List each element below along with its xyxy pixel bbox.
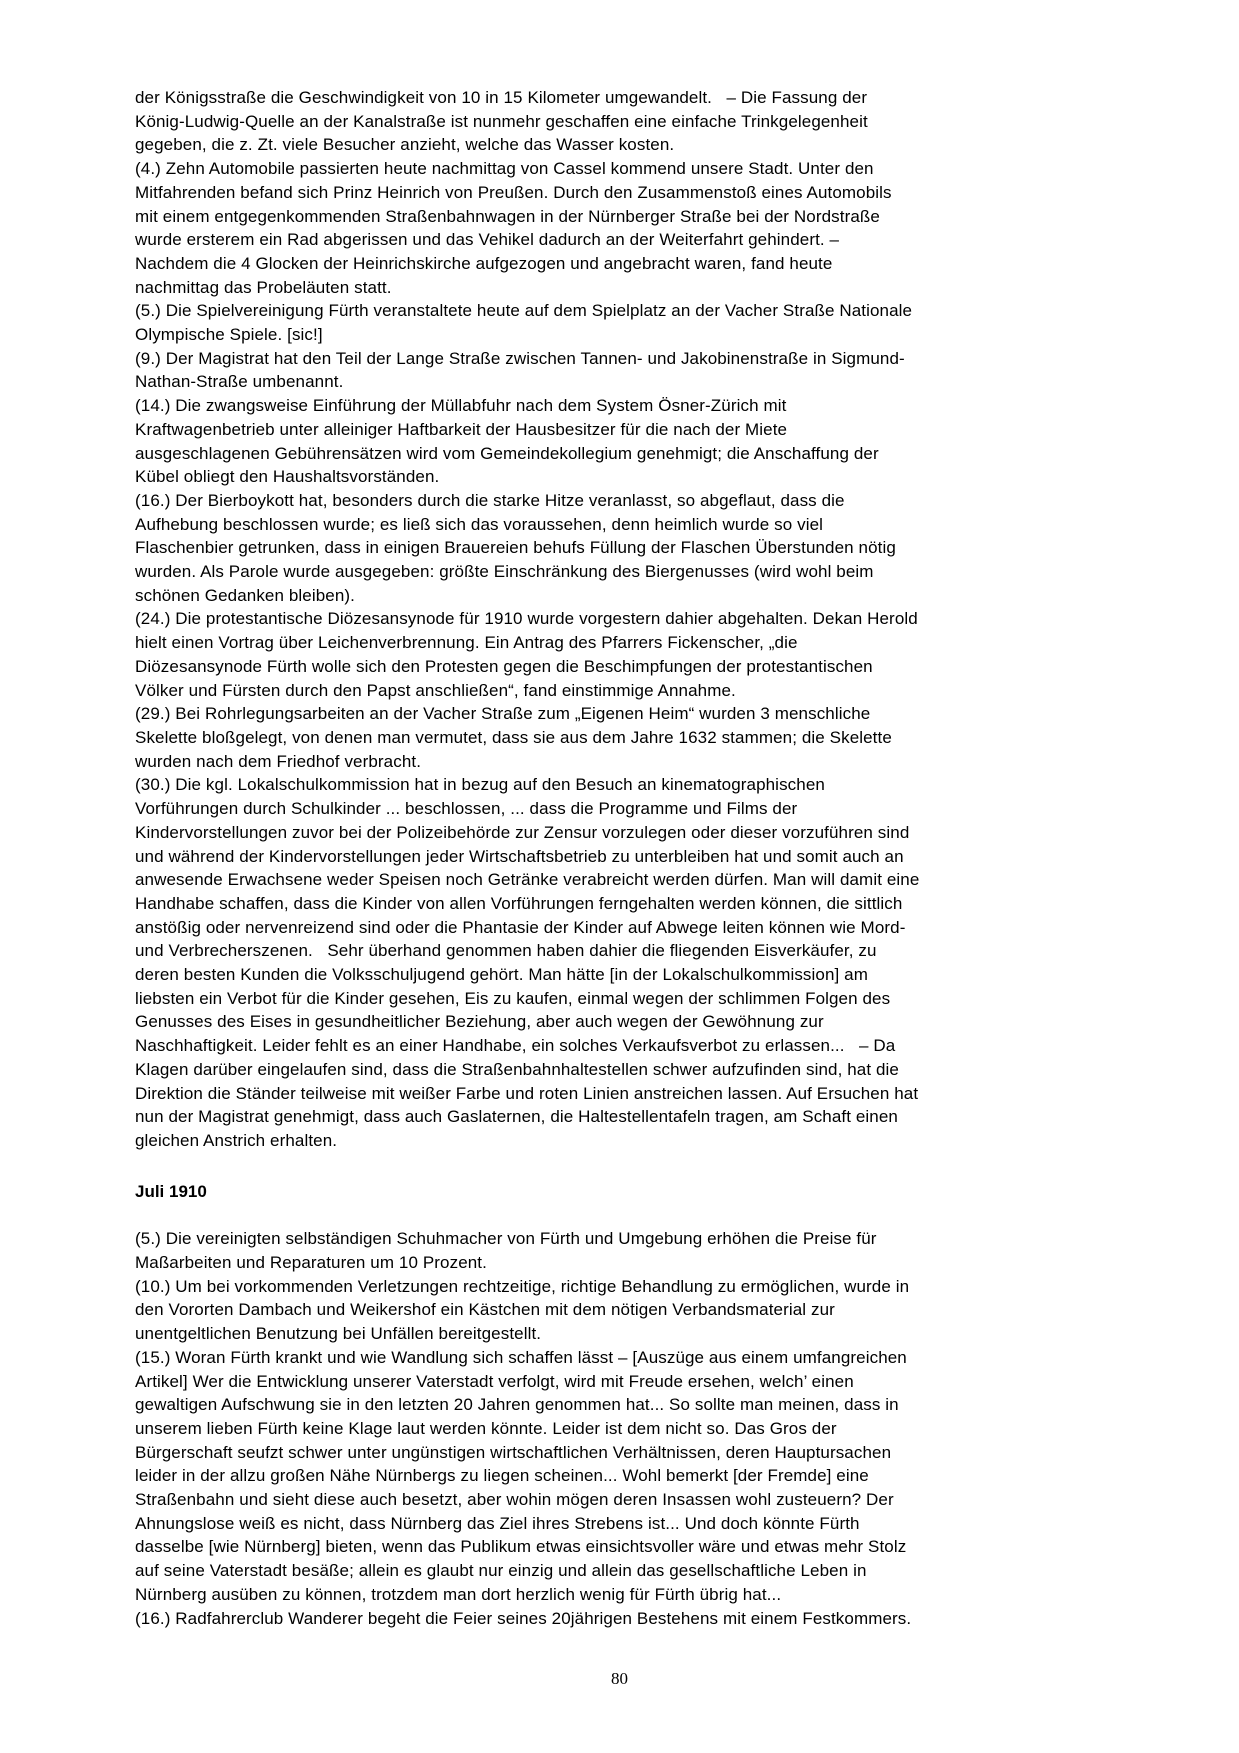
text-line: (5.) Die vereinigten selbständigen Schuhmacher von Fürth und Umgebung erhöhen die Preise für xyxy=(135,1229,877,1249)
text-line: König-Ludwig-Quelle an der Kanalstraße ist nunmehr geschaffen eine einfache Trinkgelegenheit xyxy=(135,111,868,131)
text-line: Diözesansynode Fürth wolle sich den Protesten gegen die Beschimpfungen der protestantischen xyxy=(135,656,873,676)
text-line: Artikel] Wer die Entwicklung unserer Vaterstadt verfolgt, wird mit Freude ersehen, welch’ einen xyxy=(135,1371,854,1391)
text-line: (16.) Radfahrerclub Wanderer begeht die Feier seines 20jährigen Bestehens mit einem Festkommers. xyxy=(135,1608,912,1628)
text-line: deren besten Kunden die Volksschuljugend gehört. Man hätte [in der Lokalschulkommission] am xyxy=(135,965,868,985)
text-line: Kraftwagenbetrieb unter alleiniger Haftbarkeit der Hausbesitzer für die nach der Miete xyxy=(135,419,788,439)
text-line: und Verbrecherszenen. Sehr überhand genommen haben dahier die fliegenden Eisverkäufer, zu xyxy=(135,941,877,961)
text-line: wurden nach dem Friedhof verbracht. xyxy=(135,751,422,771)
text-line: Naschhaftigkeit. Leider fehlt es an einer Handhabe, ein solches Verkaufsverbot zu erlassen... – Da xyxy=(135,1036,896,1056)
text-line: Straßenbahn und sieht diese auch besetzt, aber wohin mögen deren Insassen wohl zusteuern? Der xyxy=(135,1490,894,1510)
text-line: schönen Gedanken bleiben). xyxy=(135,585,355,605)
text-line: Bürgerschaft seufzt schwer unter ungünstigen wirtschaftlichen Verhältnissen, deren Hauptursachen xyxy=(135,1442,892,1462)
text-line: wurden. Als Parole wurde ausgegeben: größte Einschränkung des Biergenusses (wird wohl beim xyxy=(135,562,874,582)
text-line: Nathan-Straße umbenannt. xyxy=(135,372,344,392)
section-heading-juli-1910: Juli 1910 xyxy=(135,1181,207,1201)
text-line: Genusses des Eises in gesundheitlicher Beziehung, aber auch wegen der Gewöhnung zur xyxy=(135,1012,824,1032)
text-line: (15.) Woran Fürth krankt und wie Wandlung sich schaffen lässt – [Auszüge aus einem umfangreichen xyxy=(135,1347,907,1367)
text-line: Maßarbeiten und Reparaturen um 10 Prozent. xyxy=(135,1253,487,1273)
text-line: unserem lieben Fürth keine Klage laut werden könnte. Leider ist dem nicht so. Das Gros der xyxy=(135,1418,837,1438)
text-line: Skelette bloßgelegt, von denen man vermutet, dass sie aus dem Jahre 1632 stammen; die Skelette xyxy=(135,727,892,747)
text-line: (30.) Die kgl. Lokalschulkommission hat in bezug auf den Besuch an kinematographischen xyxy=(135,775,825,795)
text-line: Handhabe schaffen, dass die Kinder von allen Vorführungen ferngehalten werden können, die sittlich xyxy=(135,893,903,913)
text-line: mit einem entgegenkommenden Straßenbahnwagen in der Nürnberger Straße bei der Nordstraße xyxy=(135,206,880,226)
text-line: Ahnungslose weiß es nicht, dass Nürnberg das Ziel ihres Strebens ist... Und doch könnte Fürth xyxy=(135,1513,860,1533)
text-line: (4.) Zehn Automobile passierten heute nachmittag von Cassel kommend unsere Stadt. Unter den xyxy=(135,159,874,179)
text-line: auf seine Vaterstadt besäße; allein es glaubt nur einzig und allein das gesellschaftliche Leben in xyxy=(135,1561,867,1581)
text-line: (5.) Die Spielvereinigung Fürth veranstaltete heute auf dem Spielplatz an der Vacher Straße Nationale xyxy=(135,301,913,321)
text-line: (10.) Um bei vorkommenden Verletzungen rechtzeitige, richtige Behandlung zu ermöglichen, wurde in xyxy=(135,1276,910,1296)
text-line: Kübel obliegt den Haushaltsvorständen. xyxy=(135,467,440,487)
page-number: 80 xyxy=(611,1669,628,1688)
text-line: anwesende Erwachsene weder Speisen noch Getränke verabreicht werden dürfen. Man will damit eine xyxy=(135,870,920,890)
text-line: ausgeschlagenen Gebührensätzen wird vom Gemeindekollegium genehmigt; die Anschaffung der xyxy=(135,443,879,463)
text-line: Mitfahrenden befand sich Prinz Heinrich von Preußen. Durch den Zusammenstoß eines Automobils xyxy=(135,182,892,202)
text-line: gewaltigen Aufschwung sie in den letzten 20 Jahren genommen hat... So sollte man meinen, dass in xyxy=(135,1395,899,1415)
text-line: (9.) Der Magistrat hat den Teil der Lange Straße zwischen Tannen- und Jakobinenstraße in Sigmund- xyxy=(135,348,905,368)
text-line: liebsten ein Verbot für die Kinder gesehen, Eis zu kaufen, einmal wegen der schlimmen Folgen des xyxy=(135,988,891,1008)
text-line: Direktion die Ständer teilweise mit weißer Farbe und roten Linien anstreichen lassen. Auf Ersuchen hat xyxy=(135,1083,919,1103)
text-line: wurde ersterem ein Rad abgerissen und das Vehikel dadurch an der Weiterfahrt gehindert. – xyxy=(135,230,840,250)
text-line: (16.) Der Bierboykott hat, besonders durch die starke Hitze veranlasst, so abgeflaut, dass die xyxy=(135,490,845,510)
text-line: Olympische Spiele. [sic!] xyxy=(135,325,323,345)
text-line: der Königsstraße die Geschwindigkeit von 10 in 15 Kilometer umgewandelt. – Die Fassung der xyxy=(135,88,868,107)
text-line: gegeben, die z. Zt. viele Besucher anzieht, welche das Wasser kosten. xyxy=(135,135,675,155)
document-body xyxy=(135,86,1125,1630)
text-line: den Vororten Dambach und Weikershof ein Kästchen mit dem nötigen Verbandsmaterial zur xyxy=(135,1300,835,1320)
text-line: Völker und Fürsten durch den Papst anschließen“, fand einstimmige Annahme. xyxy=(135,680,736,700)
text-line: nun der Magistrat genehmigt, dass auch Gaslaternen, die Haltestellentafeln tragen, am Schaft einen xyxy=(135,1107,898,1127)
text-line: (29.) Bei Rohrlegungsarbeiten an der Vacher Straße zum „Eigenen Heim“ wurden 3 menschliche xyxy=(135,704,871,724)
text-line: dasselbe [wie Nürnberg] bieten, wenn das Publikum etwas einsichtsvoller wäre und etwas mehr Stolz xyxy=(135,1537,907,1557)
text-line: Nürnberg ausüben zu können, trotzdem man dort herzlich wenig für Fürth übrig hat... xyxy=(135,1584,782,1604)
text-line: Aufhebung beschlossen wurde; es ließ sich das voraussehen, denn heimlich wurde so viel xyxy=(135,514,824,534)
text-line: hielt einen Vortrag über Leichenverbrennung. Ein Antrag des Pfarrers Fickenscher, „die xyxy=(135,633,798,653)
text-line: Vorführungen durch Schulkinder ... beschlossen, ... dass die Programme und Films der xyxy=(135,799,798,819)
text-line: leider in der allzu großen Nähe Nürnbergs zu liegen scheinen... Wohl bemerkt [der Fremde] eine xyxy=(135,1466,869,1486)
text-line: unentgeltlichen Benutzung bei Unfällen bereitgestellt. xyxy=(135,1324,542,1344)
text-line: anstößig oder nervenreizend sind oder die Phantasie der Kinder auf Abwege leiten können wie Mord- xyxy=(135,917,906,937)
text-line: nachmittag das Probeläuten statt. xyxy=(135,277,392,297)
text-line: und während der Kindervorstellungen jeder Wirtschaftsbetrieb zu unterbleiben hat und somit auch an xyxy=(135,846,904,866)
text-line: (14.) Die zwangsweise Einführung der Müllabfuhr nach dem System Ösner-Zürich mit xyxy=(135,396,787,416)
text-line: Nachdem die 4 Glocken der Heinrichskirche aufgezogen und angebracht waren, fand heute xyxy=(135,253,833,273)
text-line: gleichen Anstrich erhalten. xyxy=(135,1130,338,1150)
text-line: Klagen darüber eingelaufen sind, dass die Straßenbahnhaltestellen schwer aufzufinden sind, hat die xyxy=(135,1059,899,1079)
text-line: (24.) Die protestantische Diözesansynode für 1910 wurde vorgestern dahier abgehalten. Dekan Herold xyxy=(135,609,918,629)
text-line: Kindervorstellungen zuvor bei der Polizeibehörde zur Zensur vorzulegen oder dieser vorzuführen sind xyxy=(135,822,910,842)
text-line: Flaschenbier getrunken, dass in einigen Brauereien behufs Füllung der Flaschen Überstunden nötig xyxy=(135,538,896,558)
